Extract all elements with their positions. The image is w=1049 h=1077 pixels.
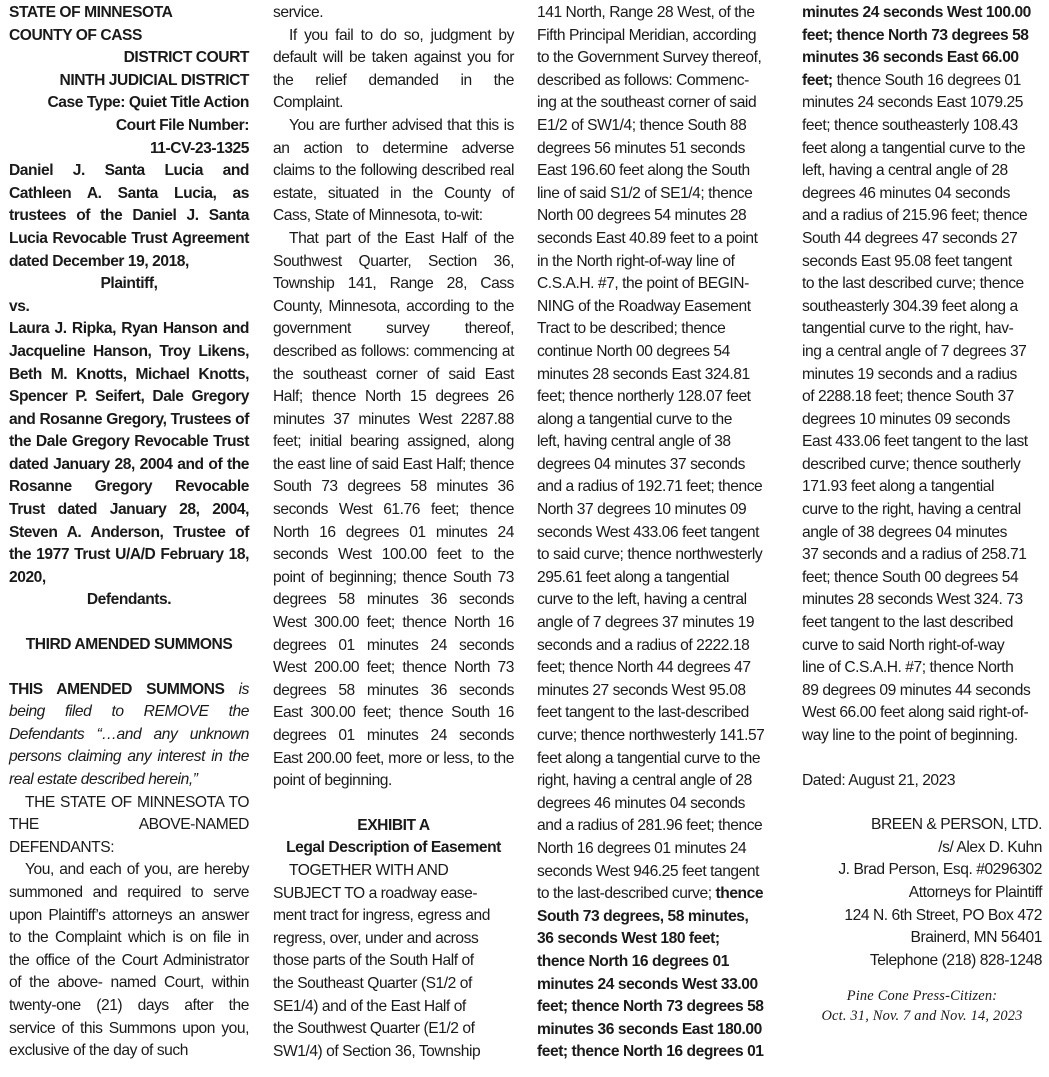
- easement-line: described as follows: Commenc-: [537, 71, 749, 89]
- easement-line: feet tangent to the last described: [802, 614, 1013, 632]
- phone-line: Telephone (218) 828-1248: [869, 951, 1042, 969]
- easement-line: 141 North, Range 28 West, of the: [537, 4, 755, 21]
- easement-line: and a radius of 192.71 feet; thence: [537, 478, 763, 496]
- column-4: [802, 2, 1042, 1026]
- easement-line: minutes 28 seconds West 324. 73: [802, 591, 1023, 609]
- easement-line: degrees 10 minutes 09 seconds: [802, 410, 1011, 428]
- easement-bold-line: minutes 24 seconds West 33.00: [537, 975, 758, 993]
- easement-bold-line: 36 seconds West 180 feet;: [537, 930, 720, 948]
- easement-line: NING of the Roadway Easement: [537, 297, 751, 315]
- property-description: That part of the East Half of the Southwest Quarter, Section 36, Township 141, Range 28, Cass County, Minnesota, according to the government survey thereof, described as follows: commencing at the southeast corner of said East Half; thence North 15 degrees 26 minutes 37 minutes West 2287.88 feet; initial bearing assigned, along the east line of said East Half; thence South 73 degrees 58 minutes 36 seconds West 61.76 feet; thence North 16 degrees 01 minutes 24 seconds West 100.00 feet to the point of beginning; thence South 73 degrees 58 minutes 36 seconds West 300.00 feet; thence North 16 degrees 01 minutes 24 seconds West 200.00 feet; thence North 73 degrees 58 minutes 36 seconds East 300.00 feet; thence South 16 degrees 01 minutes 24 seconds East 200.00 feet, more or less, to the point of beginning.: [273, 229, 514, 790]
- easement-text-bold: feet;: [802, 71, 833, 89]
- easement-line: feet; thence South 00 degrees 54: [802, 568, 1019, 586]
- easement-line: and a radius of 215.96 feet; thence: [802, 207, 1028, 225]
- easement-line: East 433.06 feet tangent to the last: [802, 433, 1028, 451]
- easement-line: minutes 19 seconds and a radius: [802, 365, 1017, 383]
- easement-line: North 37 degrees 10 minutes 09: [537, 501, 747, 519]
- easement-line: angle of 38 degrees 04 minutes: [802, 523, 1007, 541]
- easement-line: feet; thence southeasterly 108.43: [802, 116, 1018, 134]
- publication-note: [802, 986, 1042, 1026]
- easement-line: regress, over, under and across: [273, 929, 479, 947]
- easement-line: seconds West 433.06 feet tangent: [537, 523, 759, 541]
- easement-bold-line: feet; thence North 73 degrees 58: [537, 998, 764, 1016]
- easement-bold-text: [537, 906, 778, 1064]
- easement-bold-line: minutes 24 seconds West 100.00: [802, 4, 1031, 21]
- easement-bold-line: minutes 36 seconds East 66.00: [802, 49, 1019, 67]
- easement-line: minutes 27 seconds West 95.08: [537, 681, 746, 699]
- column-1: [9, 2, 249, 1063]
- easement-line: ing a central angle of 7 degrees 37: [802, 342, 1027, 360]
- exhibit-title: Legal Description of Easement: [286, 839, 501, 857]
- easement-line: feet; thence North 44 degrees 47: [537, 659, 751, 677]
- easement-line: Fifth Principal Meridian, according: [537, 26, 757, 44]
- easement-bold-line: South 73 degrees, 58 minutes,: [537, 907, 749, 925]
- easement-line: 89 degrees 09 minutes 44 seconds: [802, 681, 1031, 699]
- easement-line: angle of 7 degrees 37 minutes 19: [537, 614, 755, 632]
- easement-line: 171.93 feet along a tangential: [802, 478, 994, 496]
- easement-line: to said curve; thence northwesterly: [537, 546, 763, 564]
- file-number: 11-CV-23-1325: [149, 139, 249, 157]
- easement-line: left, having central angle of 38: [537, 433, 731, 451]
- easement-line: continue North 00 degrees 54: [537, 342, 730, 360]
- street-address: 124 N. 6th Street, PO Box 472: [844, 906, 1042, 924]
- summons-para-1: You, and each of you, are hereby summoned and required to serve upon Plaintiff’s attorneys an answer to the Complaint which is on file in the office of the Court Administrator of the above- named Court, within twenty-one (21) days after the service of this Summons upon you, exclusive of the day of such: [9, 861, 249, 1060]
- easement-bold-line: feet; thence North 73 degrees 58: [802, 26, 1029, 44]
- easement-line: line of said S1/2 of SE1/4; thence: [537, 184, 753, 202]
- state-line: STATE OF MINNESOTA: [9, 4, 173, 21]
- easement-line: Tract to be described; thence: [537, 320, 726, 338]
- spacer: [9, 657, 249, 679]
- spacer: [802, 792, 1042, 814]
- easement-line: tangential curve to the right, hav-: [802, 320, 1014, 338]
- easement-line: SE1/4) and of the East Half of: [273, 997, 466, 1015]
- easement-line: 295.61 feet along a tangential: [537, 568, 729, 586]
- easement-line: minutes 28 seconds East 324.81: [537, 365, 750, 383]
- easement-line: ing at the southeast corner of said: [537, 94, 757, 112]
- court-line: DISTRICT COURT: [123, 49, 249, 67]
- column-3: [537, 2, 778, 1064]
- easement-line: West 66.00 feet along said right-of-: [802, 704, 1029, 722]
- easement-line: described curve; thence southerly: [802, 455, 1021, 473]
- easement-line: [802, 70, 1042, 93]
- vs-line: vs.: [9, 297, 30, 315]
- easement-line: seconds East 95.08 feet tangent: [802, 252, 1012, 270]
- case-type: Case Type: Quiet Title Action: [47, 94, 249, 112]
- district-line: NINTH JUDICIAL DISTRICT: [59, 71, 249, 89]
- defendants: Laura J. Ripka, Ryan Hanson and Jacqueline Hanson, Troy Likens, Beth M. Knotts, Michael Knotts, Spencer P. Seifert, Dale Gregory and Rosanne Gregory, Trustees of the Dale Gregory Revocable Trust dated January 28, 2004 and of the Rosanne Gregory Revocable Trust dated January 28, 2004, Steven A. Anderson, Trustee of the 1977 Trust U/A/D February 18, 2020,: [9, 320, 249, 586]
- easement-line: TOGETHER WITH AND: [289, 861, 449, 879]
- spacer: [273, 793, 514, 815]
- easement-bold-text: [802, 2, 1042, 70]
- easement-line: line of C.S.A.H. #7; thence North: [802, 659, 1014, 677]
- easement-line: minutes 24 seconds East 1079.25: [802, 94, 1023, 112]
- easement-bold-line: thence North 16 degrees 01: [537, 952, 729, 970]
- easement-line: feet along a tangential curve to the: [537, 749, 761, 767]
- easement-line: curve to the left, having a central: [537, 591, 747, 609]
- dated-line: Dated: August 21, 2023: [802, 771, 956, 789]
- spacer: [802, 748, 1042, 770]
- attorney-role: Attorneys for Plaintiff: [908, 883, 1042, 901]
- amended-bold: THIS AMENDED SUMMONS: [9, 680, 225, 698]
- easement-text: [273, 860, 514, 1063]
- easement-line: the Southwest Quarter (E1/2 of: [273, 1020, 475, 1038]
- easement-line: degrees 04 minutes 37 seconds: [537, 455, 746, 473]
- column-2: [273, 2, 514, 1063]
- easement-line: and a radius of 281.96 feet; thence: [537, 817, 763, 835]
- easement-line: curve to the right, having a central: [802, 501, 1021, 519]
- easement-line: seconds and a radius of 2222.18: [537, 636, 750, 654]
- easement-line: South 44 degrees 47 seconds 27: [802, 229, 1018, 247]
- easement-line: E1/2 of SW1/4; thence South 88: [537, 116, 747, 134]
- easement-text-bold: thence: [715, 885, 764, 903]
- plaintiff-label: Plaintiff,: [100, 275, 158, 293]
- firm-name: BREEN & PERSON, LTD.: [871, 816, 1042, 834]
- signature: /s/ Alex D. Kuhn: [938, 838, 1042, 856]
- easement-line: curve to said North right-of-way: [802, 636, 1005, 654]
- defendants-label: Defendants.: [86, 591, 172, 609]
- attorney-name: J. Brad Person, Esq. #0296302: [838, 861, 1042, 879]
- easement-line: degrees 46 minutes 04 seconds: [802, 184, 1011, 202]
- easement-continued: [802, 92, 1042, 747]
- easement-line: to the last described curve; thence: [802, 275, 1024, 293]
- easement-line: North 16 degrees 01 minutes 24: [537, 839, 747, 857]
- county-line: COUNTY OF CASS: [9, 26, 142, 44]
- summons-para-3: You are further advised that this is an action to determine adverse claims to the following described real estate, situated in the County of Cass, State of Minnesota, to-wit:: [273, 116, 514, 225]
- publication-dates: Oct. 31, Nov. 7 and Nov. 14, 2023: [821, 1008, 1023, 1025]
- easement-line: feet along a tangential curve to the: [802, 139, 1026, 157]
- exhibit-heading: EXHIBIT A: [357, 816, 430, 834]
- plaintiffs: Daniel J. Santa Lucia and Cathleen A. Santa Lucia, as trustees of the Daniel J. Santa Lucia Revocable Trust Agreement dated December 19, 2018,: [9, 162, 249, 270]
- easement-line: southeasterly 304.39 feet along a: [802, 297, 1018, 315]
- easement-line: way line to the point of beginning.: [802, 727, 1018, 744]
- easement-bold-line: minutes 36 seconds East 180.00: [537, 1020, 762, 1038]
- easement-line: to the Government Survey thereof,: [537, 49, 762, 67]
- easement-line: North 00 degrees 54 minutes 28: [537, 207, 747, 225]
- easement-line: ment tract for ingress, egress and: [273, 907, 490, 925]
- easement-line: in the North right-of-way line of: [537, 252, 735, 270]
- easement-line: of 2288.18 feet; thence South 37: [802, 388, 1014, 406]
- easement-bold-line: feet; thence North 16 degrees 01: [537, 1043, 764, 1061]
- easement-line: right, having a central angle of 28: [537, 772, 752, 790]
- file-number-label: Court File Number:: [115, 116, 249, 134]
- easement-line: left, having a central angle of 28: [802, 162, 1008, 180]
- easement-line: degrees 46 minutes 04 seconds: [537, 794, 746, 812]
- summons-heading: THIRD AMENDED SUMMONS: [25, 636, 233, 654]
- summons-para-1-end: service.: [273, 4, 324, 21]
- easement-line: feet tangent to the last-described: [537, 704, 749, 722]
- city-line: Brainerd, MN 56401: [910, 929, 1042, 947]
- easement-line: seconds East 40.89 feet to a point: [537, 229, 758, 247]
- summons-para-2: If you fail to do so, judgment by default will be taken against you for the relief demanded in the Complaint.: [273, 26, 514, 112]
- address-line: THE STATE OF MINNESOTA TO THE ABOVE-NAMED DEFENDANTS:: [9, 793, 249, 856]
- easement-line: East 196.60 feet along the South: [537, 162, 750, 180]
- easement-line: degrees 56 minutes 51 seconds: [537, 139, 746, 157]
- easement-line: SW1/4) of Section 36, Township: [273, 1042, 481, 1060]
- easement-continued: [537, 2, 778, 883]
- easement-line: those parts of the South Half of: [273, 952, 474, 970]
- easement-line: feet; thence northerly 128.07 feet: [537, 388, 751, 406]
- easement-line: SUBJECT TO a roadway ease-: [273, 884, 478, 902]
- easement-line: seconds West 946.25 feet tangent: [537, 862, 759, 880]
- easement-text-normal: to the last-described curve;: [537, 885, 716, 903]
- amended-notice: [9, 679, 249, 792]
- easement-line: the Southeast Quarter (S1/2 of: [273, 974, 472, 992]
- easement-line: 37 seconds and a radius of 258.71: [802, 546, 1027, 564]
- amended-italic: is being filed to REMOVE the Defendants “…and any unknown persons claiming any interest in the real estate described herein,”: [9, 680, 249, 788]
- spacer: [9, 612, 249, 634]
- easement-line: C.S.A.H. #7, the point of BEGIN-: [537, 275, 749, 293]
- publication-name: Pine Cone Press-Citizen:: [846, 988, 998, 1005]
- easement-line: [537, 883, 778, 906]
- easement-line: curve; thence northwesterly 141.57: [537, 727, 765, 744]
- easement-text-normal: thence South 16 degrees 01: [832, 71, 1021, 89]
- easement-line: along a tangential curve to the: [537, 410, 732, 428]
